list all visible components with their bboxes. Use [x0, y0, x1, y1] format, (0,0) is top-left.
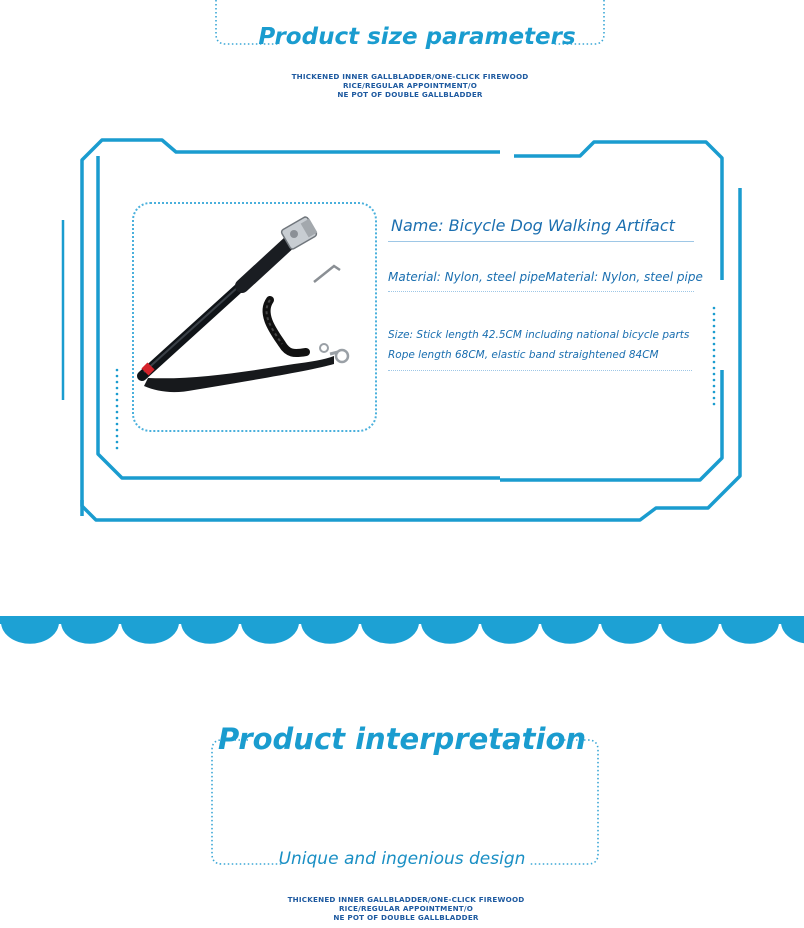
interpretation-subtitle-line: THICKENED INNER GALLBLADDER/ONE-CLICK FIREWOOD: [287, 895, 525, 904]
interpretation-section-title: Product interpretation: [217, 722, 587, 756]
wave-scallop: [121, 622, 179, 644]
params-subtitle: [250, 72, 570, 99]
wave-scallop: [61, 622, 119, 644]
wave-scallop: [781, 622, 804, 644]
wave-scallop: [181, 622, 239, 644]
divider: [388, 370, 692, 371]
params-subtitle-line: THICKENED INNER GALLBLADDER/ONE-CLICK FIREWOOD: [291, 72, 529, 81]
product-size-line: Size: Stick length 42.5CM including national bicycle parts: [388, 329, 690, 341]
interpretation-subtitle-line: RICE/REGULAR APPOINTMENT/O: [338, 904, 474, 913]
wave-scallop: [301, 622, 359, 644]
wave-scallop: [541, 622, 599, 644]
wave-scallop: [361, 622, 419, 644]
params-section-title: Product size parameters: [258, 24, 576, 50]
dog-leash-image: [134, 204, 375, 430]
product-name: Name: Bicycle Dog Walking Artifact: [391, 216, 675, 235]
wave-scallop: [721, 622, 779, 644]
divider: [388, 241, 694, 242]
wave-scallop: [481, 622, 539, 644]
interpretation-subtitle: [246, 895, 566, 922]
interpretation-subtitle-line: NE POT OF DOUBLE GALLBLADDER: [333, 913, 479, 922]
product-size-line: Rope length 68CM, elastic band straightened 84CM: [388, 349, 659, 361]
product-material: Material: Nylon, steel pipeMaterial: Nylon, steel pipe: [388, 270, 703, 284]
wave-scallop: [1, 622, 59, 644]
wave-scallop: [421, 622, 479, 644]
params-subtitle-line: NE POT OF DOUBLE GALLBLADDER: [337, 90, 483, 99]
wave-divider: [0, 616, 804, 646]
wave-scallop: [601, 622, 659, 644]
wave-scallop: [661, 622, 719, 644]
divider: [388, 291, 694, 292]
product-image-frame: [132, 202, 377, 432]
wave-scallop: [241, 622, 299, 644]
interpretation-tagline: Unique and ingenious design: [278, 849, 526, 869]
params-subtitle-line: RICE/REGULAR APPOINTMENT/O: [342, 81, 478, 90]
